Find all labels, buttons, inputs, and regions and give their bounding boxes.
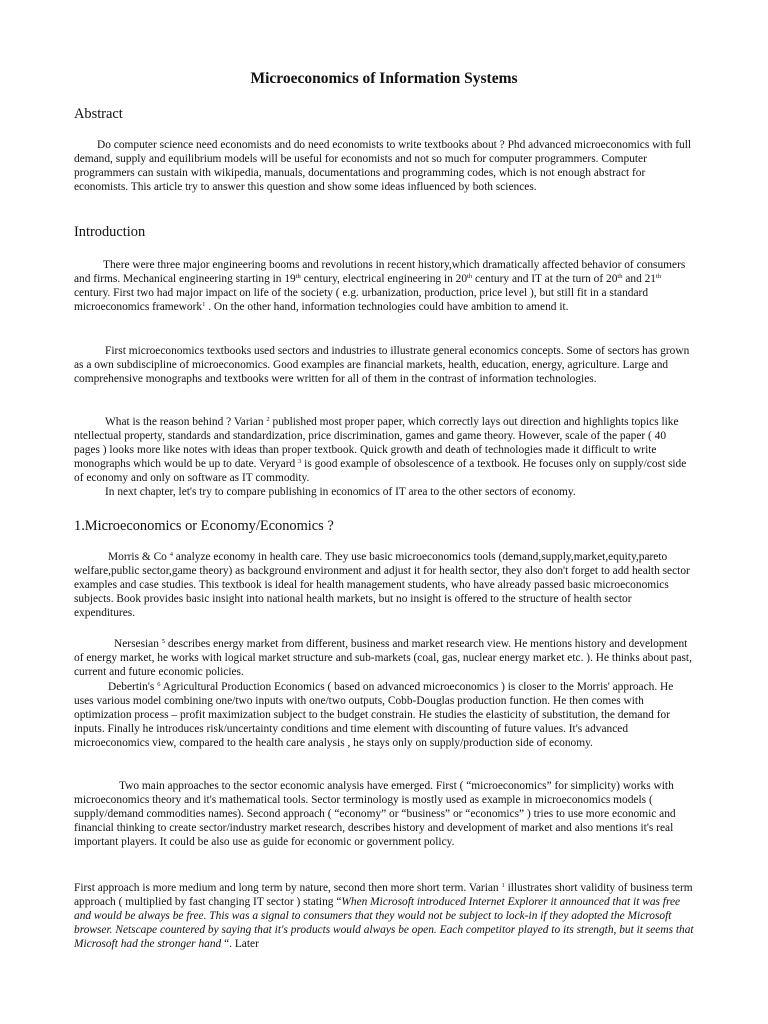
section-1-paragraph-morris: Morris & Co $^4$ analyze economy in health care. They use basic microeconomics tools (demand,supply,market,equity,pareto welfare,public sector,game theory) as background environment and adjust it for health sector, they also don't forget to add health sector examples and case studies. This textbook is ideal for health management students, who have already passed basic microeconomics subjects. Book provides basic insight into national health markets, but no insight is offered to the structure of health sector expenditures.	[74, 551, 690, 619]
section-1-paragraph-approaches: Two main approaches to the sector economic analysis have emerged. First ( “microeconomics” for simplicity) works with microeconomics theory and it's mathematical tools. Sector terminology is mostly used as example in microeconomics models ( supply/demand commodities names). Second approach ( “economy” or “business” or “economics” ) tries to use more economic and financial thinking to create sector/industry market research, describes history and development of market and also mentions it's real important players. It could be also use as guide for economic or government policy.	[74, 780, 676, 848]
introduction-heading: Introduction	[74, 224, 146, 240]
abstract-heading: Abstract	[74, 106, 123, 122]
microsoft-quote: When Microsoft introduced Internet Explorer it announced that it was free and would be always be free. This was a signal to consumers that they would not be subject to lock-in if they adopted the Microsoft browser. Netscape countered by saying that it's products would always be open. Each competitor played to its strength, but it seems that Microsoft had the stronger hand	[74, 895, 694, 950]
introduction-paragraph-2: First microeconomics textbooks used sectors and industries to illustrate general economics concepts. Some of sectors has grown as a own subdiscipline of microeconomics. Good examples are financial markets, health, education, energy, agriculture. Large and comprehensive monographs and textbooks were written for all of them in the contrast of information technologies.	[74, 345, 690, 385]
section-1-paragraph-nersesian: Nersesian $^5$ describes energy market from different, business and market research view. He mentions history and development of energy market, he works with logical market structure and sub-markets (coal, gas, nuclear energy market etc. ). He thinks about past, current and future economic policies.	[74, 638, 692, 678]
section-1-paragraph-varian: First approach is more medium and long term by nature, second then more short term. Varian $^1$ illustrates short validity of business term approach ( multiplied by fast changing IT sector ) stating “When Microsoft introduced Internet Explorer it announced that it was free and would be always be free. This was a signal to consumers that they would not be subject to lock-in if they adopted the Microsoft browser. Netscape countered by saying that it's products would always be open. Each competitor played to its strength, but it seems that Microsoft had the stronger hand “. Later	[74, 882, 694, 950]
section-1-heading: 1.Microeconomics or Economy/Economics ?	[74, 518, 334, 534]
introduction-paragraph-3: What is the reason behind ? Varian $^2$ published most proper paper, which correctly lays out direction and highlights topics like ntellectual property, standards and standardization, price discrimination, games and game theory. However, scale of the paper ( 40 pages ) looks more like notes with ideas than proper textbook. Quick growth and death of technologies made it difficult to write monographs which would be up to date. Veryard $^3$ is good example of obsolescence of a textbook. He focuses only on supply/cost side of economy and only on software as IT commodity. In next chapter, let's try to compare publishing in economics of IT area to the other sectors of economy.	[74, 416, 687, 498]
abstract-paragraph: Do computer science need economists and do need economists to write textbooks about ? Phd advanced microeconomics with full demand, supply and equilibrium models will be useful for economists and not so much for computer programmers. Computer programmers can sustain with wikipedia, manuals, documentations and programming codes, which is not enough abstract for economists. This article try to answer this question and show some ideas influenced by both sciences.	[74, 139, 692, 193]
introduction-paragraph-1: There were three major engineering booms and revolutions in recent history,which dramatically affected behavior of consumers and firms. Mechanical engineering starting in 19th century, electrical engineering in 20th century and IT at the turn of 20th and 21th century. First two had major impact on life of the society ( e.g. urbanization, production, price level ), but still fit in a standard microeconomics framework$^1$ . On the other hand, information technologies could have ambition to amend it.	[74, 259, 686, 313]
section-1-paragraph-debertin: Debertin's $^6$ Agricultural Production Economics ( based on advanced microeconomics ) is closer to the Morris' approach. He uses various model combining one/two inputs with one/two outputs, Cobb-Douglas production function. He then comes with optimization process – profit maximization subject to the budget constrain. He studies the elasticity of substitution, the demand for inputs. Finally he introduces risk/uncertainty conditions and time element with discounting of future values. It's advanced microeconomics view, compared to the health care analysis , he stays only on supply/production side of economy.	[74, 681, 674, 749]
document-title: Microeconomics of Information Systems	[250, 70, 518, 87]
